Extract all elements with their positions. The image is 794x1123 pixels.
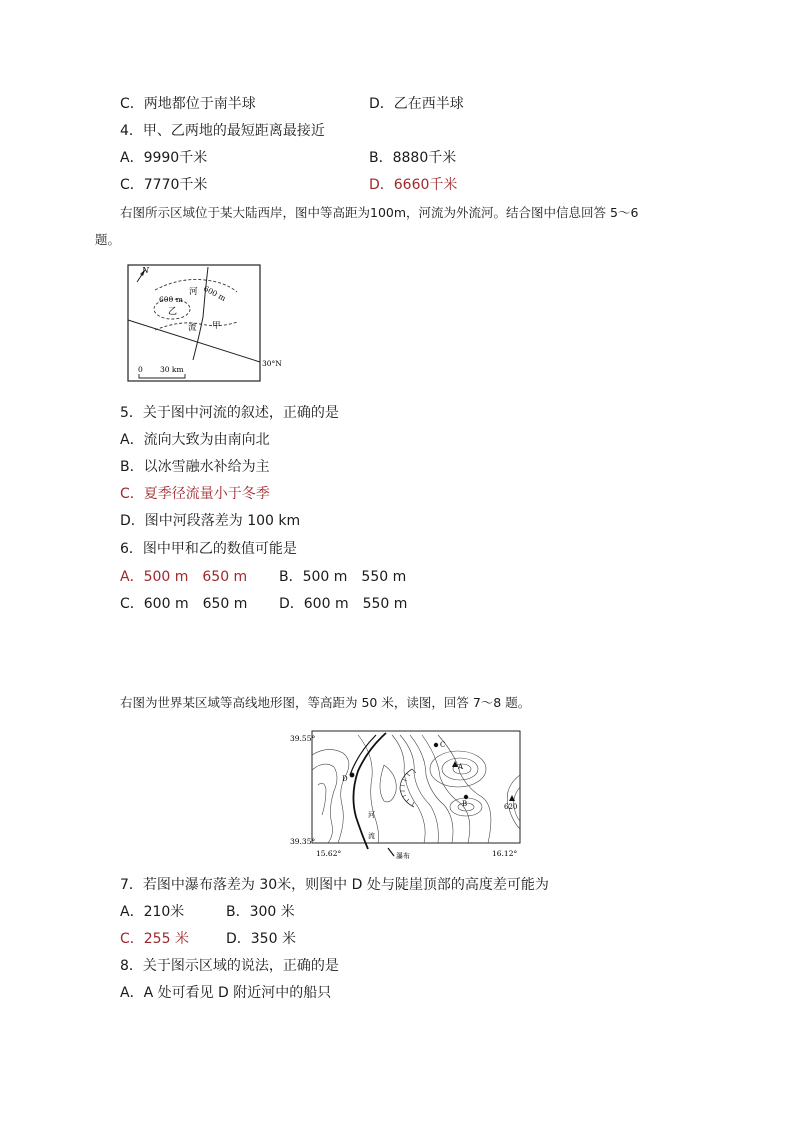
scale-km: 30 km [160,365,184,374]
contour-600-top-label: 600 m [202,283,228,303]
q5-option-b: B．以冰雪融水补给为主 [120,459,270,475]
q4-option-d-answer: D．6660千米 [369,177,458,193]
lon-left-label: 15.62° [316,849,342,858]
lat-bottom-label: 39.35° [290,837,316,846]
q7-option-b: B．300 米 [226,904,295,920]
river-label-liu-2: 流 [368,832,375,840]
q6-option-b: B．500 m 550 m [279,569,407,585]
q6-option-a-answer: A．500 m 650 m [120,569,248,585]
q4-stem: 4．甲、乙两地的最短距离最接近 [120,123,325,139]
point-d-label: D [342,775,348,783]
lat-top-label: 39.55° [290,734,316,743]
q5-option-c-answer: C．夏季径流量小于冬季 [120,486,270,502]
q3-option-d: D．乙在西半球 [369,96,464,112]
q8-stem: 8．关于图示区域的说法，正确的是 [120,958,339,974]
q7-option-a: A．210米 [120,904,185,920]
point-b-label: B [462,800,468,808]
q6-option-d: D．600 m 550 m [279,596,408,612]
elevation-620-label: 620 [504,803,518,811]
point-c-label: C [440,741,446,749]
point-a-label: A [458,763,464,771]
q8-option-a: A．A 处可看见 D 附近河中的船只 [120,985,332,1001]
north-label: N [142,266,149,275]
river-label-he-2: 河 [368,811,375,819]
q5-stem: 5．关于图中河流的叙述，正确的是 [120,405,339,421]
q6-option-c: C．600 m 650 m [120,596,248,612]
contour-map-2 [288,725,528,860]
q5-option-a: A．流向大致为由南向北 [120,432,270,448]
label-jia: 甲 [212,321,221,331]
q4-option-a: A．9990千米 [120,150,208,166]
river-label-liu: 流 [188,323,197,333]
latitude-label: 30°N [262,359,282,368]
intro-5-6-line2: 题。 [95,232,121,247]
contour-map-1 [125,262,290,384]
contour-600-left-label: 600 m [159,295,183,304]
q7-option-c-answer: C．255 米 [120,931,189,947]
q4-option-b: B．8880千米 [369,150,457,166]
river-label-he: 河 [189,287,198,297]
q4-option-c: C．7770千米 [120,177,208,193]
intro-5-6-line1: 右图所示区域位于某大陆西岸，图中等高距为100m，河流为外流河。结合图中信息回答 5～6 [120,205,639,220]
q6-stem: 6．图中甲和乙的数值可能是 [120,541,297,557]
intro-7-8: 右图为世界某区域等高线地形图，等高距为 50 米，读图，回答 7～8 题。 [120,695,531,710]
q3-option-c: C．两地都位于南半球 [120,96,256,112]
q5-option-d: D．图中河段落差为 100 km [120,513,301,529]
label-yi: 乙 [168,307,178,317]
q7-option-d: D．350 米 [226,931,296,947]
lon-right-label: 16.12° [492,849,518,858]
scale-zero: 0 [138,365,143,374]
q7-stem: 7．若图中瀑布落差为 30米，则图中 D 处与陡崖顶部的高度差可能为 [120,877,549,893]
waterfall-label: 瀑布 [396,852,410,860]
